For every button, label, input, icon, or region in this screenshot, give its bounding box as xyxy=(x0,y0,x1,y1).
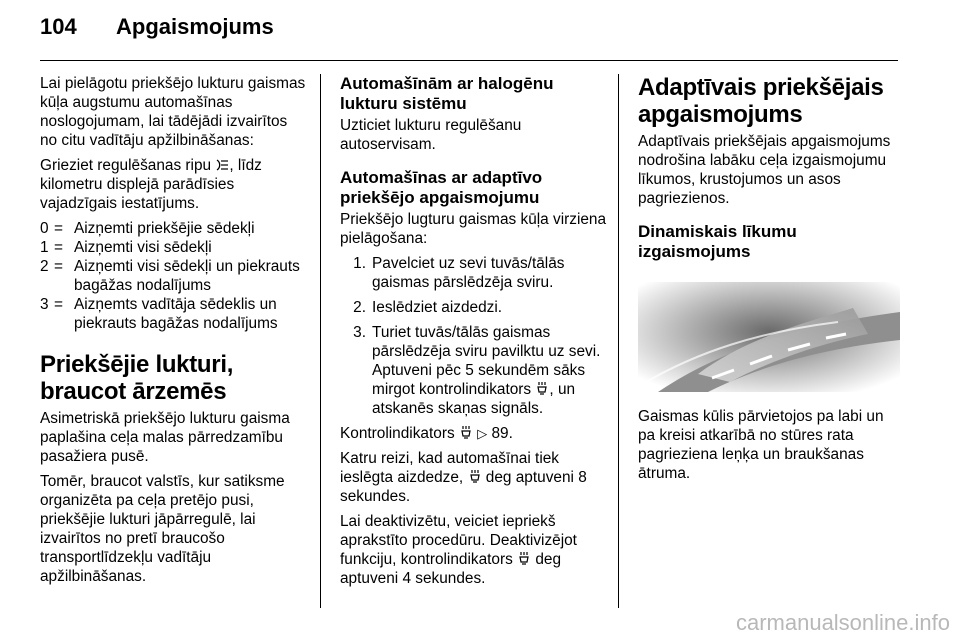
list-item: 2. Ieslēdziet aizdedzi. xyxy=(353,299,503,316)
afl-paragraph: Adaptīvais priekšējais apgaismojums nodrošina labāku ceļa izgaismojumu līkumos, krustojumos un asos pagriezienos. xyxy=(638,133,891,207)
list-item: 0 = Aizņemti priekšējie sēdekļi xyxy=(40,220,255,237)
watermark: carmanualsonline.info xyxy=(735,610,950,635)
rotate-instruction: Grieziet regulēšanas ripu , līdz kilometru displejā parādīsies vajadzīgais iestatījums. xyxy=(40,157,262,212)
halogen-paragraph: Uzticiet lukturu regulēšanu autoservisam. xyxy=(340,117,522,153)
deactivate-paragraph: Lai deaktivizētu, veiciet iepriekš aprakstīto procedūru. Deaktivizējot funkciju, kontrolindikators deg aptuveni 4 sekundes. xyxy=(340,513,577,587)
list-item: 3. Turiet tuvās/tālās gaismas pārslēdzēja sviru pavilktu uz sevi. Aptuveni pēc 5 sekundēm sāks mirgot kontrolindikators , un atskanēs skaņas signāls. xyxy=(353,324,601,417)
page-number: 104 xyxy=(40,14,77,39)
intro-paragraph: Lai pielāgotu priekšējo lukturu gaismas kūļa augstumu automašīnas noslogojumam, lai tādējādi izvairītos no citu vadītāju apžilbināšanas: xyxy=(40,75,306,149)
heading-dynamic-bending: Dinamiskais līkumu izgaismojums xyxy=(638,222,797,261)
load-setting-list xyxy=(40,219,308,333)
list-item: 3 = Aizņemts vadītāja sēdeklis un piekrauts bagāžas nodalījums xyxy=(40,296,278,332)
column-3 xyxy=(638,74,900,489)
afl-indicator-icon xyxy=(535,381,549,396)
headlight-range-icon xyxy=(215,158,229,172)
afl-indicator-icon xyxy=(468,469,482,484)
ignition-paragraph: Katru reizi, kad automašīnai tiek ieslēgta aizdedze, deg aptuveni 8 sekundes. xyxy=(340,450,587,505)
indicator-reference: Kontrolindikators ▷ 89. xyxy=(340,425,513,442)
abroad-paragraph-1: Asimetriskā priekšējo lukturu gaisma paplašina ceļa malas pārredzamību pasažiera pusē. xyxy=(40,410,290,465)
header-divider xyxy=(40,60,898,61)
steps-list xyxy=(340,254,608,418)
column-1 xyxy=(40,74,308,592)
heading-adaptive: Automašīnas ar adaptīvo priekšējo apgaismojumu xyxy=(340,168,543,207)
afl-indicator-icon xyxy=(459,425,473,440)
column-divider-2 xyxy=(618,74,619,608)
bending-light-illustration xyxy=(638,282,900,392)
list-item: 1. Pavelciet uz sevi tuvās/tālās gaismas pārslēdzēja sviru. xyxy=(353,255,565,291)
column-divider-1 xyxy=(320,74,321,608)
list-item: 1 = Aizņemti visi sēdekļi xyxy=(40,239,212,256)
afl-indicator-icon xyxy=(517,551,531,566)
list-item: 2 = Aizņemti visi sēdekļi un piekrauts bagāžas nodalījums xyxy=(40,258,300,294)
page-header xyxy=(40,14,920,62)
section-heading-afl: Adaptīvais priekšējais apgaismojums xyxy=(638,74,884,128)
adaptive-intro: Priekšējo lugturu gaismas kūļa virziena pielāgošana: xyxy=(340,211,607,247)
heading-halogen: Automašīnām ar halogēnu lukturu sistēmu xyxy=(340,74,554,113)
page-reference-arrow-icon: ▷ xyxy=(477,426,488,441)
page-title: Apgaismojums xyxy=(116,14,274,39)
column-2 xyxy=(340,74,608,594)
abroad-paragraph-2: Tomēr, braucot valstīs, kur satiksme organizēta pa ceļa pretējo pusi, priekšējie lukturi jāpārregulē, lai izvairītos no pretī braucošo transportlīdzekļu vadītāju apžilbināšanas. xyxy=(40,473,285,585)
bending-paragraph: Gaismas kūlis pārvietojos pa labi un pa kreisi atkarībā no stūres rata pagrieziena leņķa un braukšanas ātruma. xyxy=(638,408,884,482)
section-heading-abroad: Priekšējie lukturi, braucot ārzemēs xyxy=(40,351,234,405)
